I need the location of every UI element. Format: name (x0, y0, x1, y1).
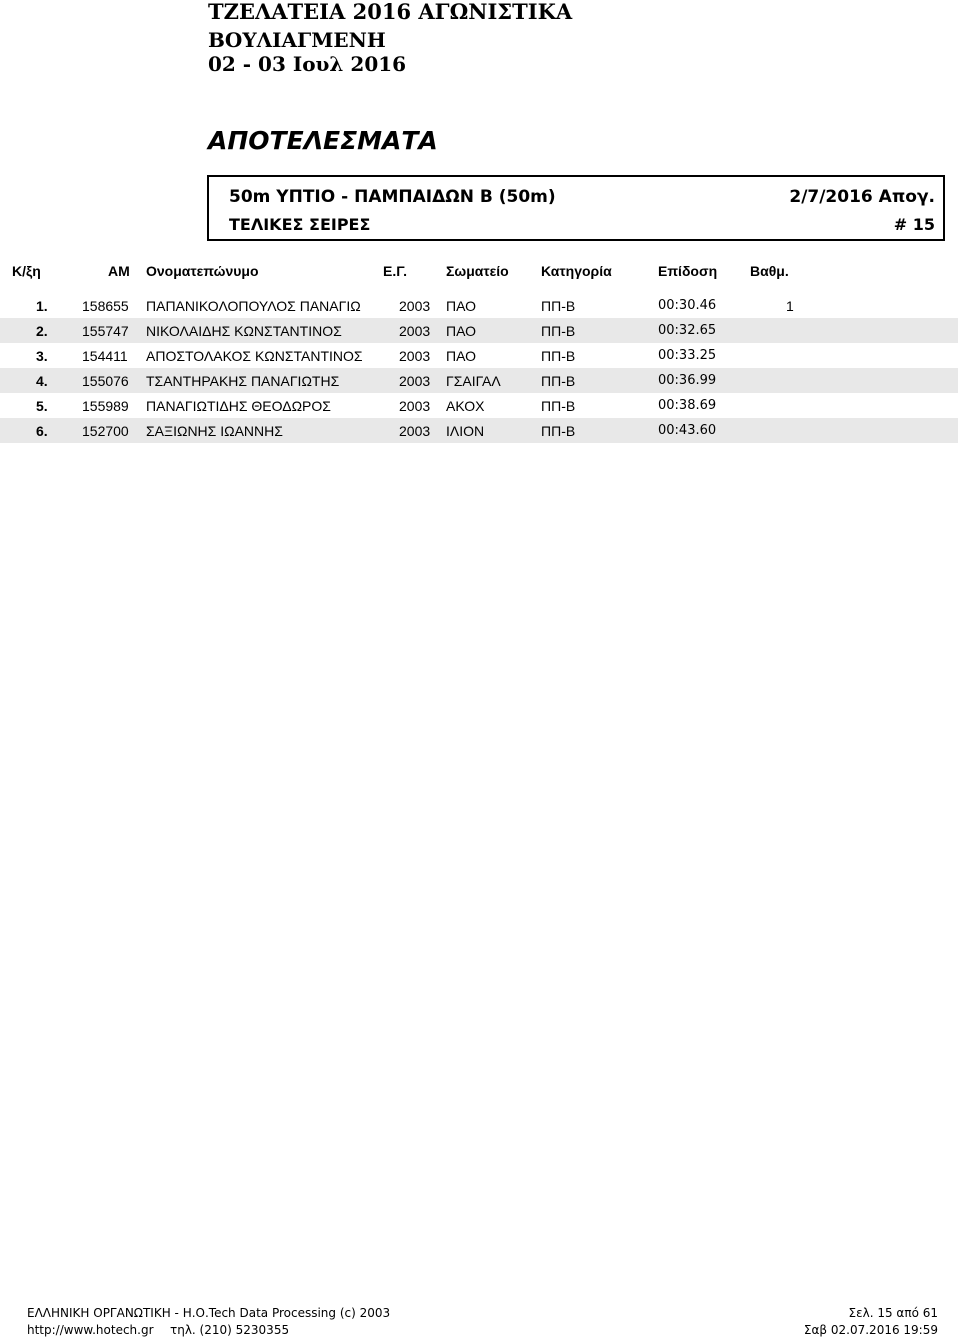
club-cell: ΠΑΟ (446, 348, 477, 364)
time-cell: 00:32.65 (658, 323, 717, 338)
yob-cell: 2003 (399, 373, 431, 389)
table-row (0, 293, 958, 318)
category-cell: ΠΠ-Β (541, 423, 576, 439)
event-number: # 15 (893, 215, 935, 234)
yob-cell: 2003 (399, 398, 431, 414)
points-cell: 1 (786, 298, 794, 314)
meet-location: ΒΟΥΛΙΑΓΜΕΝΗ (208, 28, 386, 52)
col-header-club: Σωματείο (446, 263, 509, 279)
club-cell: ΠΑΟ (446, 323, 477, 339)
meet-title: ΤΖΕΛΑΤΕΙΑ 2016 ΑΓΩΝΙΣΤΙΚΑ (208, 0, 573, 24)
am-cell: 152700 (82, 423, 129, 439)
table-row (0, 393, 958, 418)
name-cell: ΑΠΟΣΤΟΛΑΚΟΣ ΚΩΝΣΤΑΝΤΙΝΟΣ (146, 348, 363, 364)
category-cell: ΠΠ-Β (541, 348, 576, 364)
col-header-category: Κατηγορία (541, 263, 612, 279)
name-cell: ΣΑΞΙΩΝΗΣ ΙΩΑΝΝΗΣ (146, 423, 283, 439)
name-cell: ΤΣΑΝΤΗΡΑΚΗΣ ΠΑΝΑΓΙΩΤΗΣ (146, 373, 340, 389)
rank-cell: 6. (36, 423, 48, 439)
club-cell: ΙΛΙΟΝ (446, 423, 485, 439)
col-header-time: Επίδοση (658, 263, 718, 279)
name-cell: ΝΙΚΟΛΑΙΔΗΣ ΚΩΝΣΤΑΝΤΙΝΟΣ (146, 323, 342, 339)
category-cell: ΠΠ-Β (541, 323, 576, 339)
category-cell: ΠΠ-Β (541, 398, 576, 414)
results-heading: ΑΠΟΤΕΛΕΣΜΑΤΑ (208, 126, 438, 155)
table-row (0, 418, 958, 443)
club-cell: ΓΣΑΙΓΑΛ (446, 373, 501, 389)
col-header-rank: Κ/ξη (12, 263, 41, 279)
footer-company: ΕΛΛΗΝΙΚΗ ΟΡΓΑΝΩΤΙΚΗ - Η.Ο.Tech Data Processing (c) 2003 (27, 1306, 391, 1320)
meet-dates: 02 - 03 Ιουλ 2016 (208, 52, 407, 76)
event-name: 50m ΥΠΤΙΟ - ΠΑΜΠΑΙΔΩΝ Β (50m) (229, 187, 556, 207)
col-header-am: ΑΜ (108, 263, 130, 279)
category-cell: ΠΠ-Β (541, 298, 576, 314)
time-cell: 00:30.46 (658, 298, 717, 313)
col-header-yob: Ε.Γ. (383, 263, 407, 279)
club-cell: ΠΑΟ (446, 298, 477, 314)
rank-cell: 5. (36, 398, 48, 414)
am-cell: 155076 (82, 373, 129, 389)
results-table (0, 293, 958, 443)
table-row (0, 368, 958, 393)
time-cell: 00:33.25 (658, 348, 717, 363)
event-info-box (207, 175, 945, 241)
footer-phone: τηλ. (210) 5230355 (170, 1323, 290, 1337)
time-cell: 00:38.69 (658, 398, 717, 413)
event-stage: ΤΕΛΙΚΕΣ ΣΕΙΡΕΣ (229, 215, 371, 234)
time-cell: 00:43.60 (658, 423, 717, 438)
yob-cell: 2003 (399, 348, 431, 364)
am-cell: 155747 (82, 323, 129, 339)
time-cell: 00:36.99 (658, 373, 717, 388)
footer-page-number: Σελ. 15 από 61 (848, 1306, 938, 1320)
name-cell: ΠΑΠΑΝΙΚΟΛΟΠΟΥΛΟΣ ΠΑΝΑΓΙΩ (146, 298, 361, 314)
rank-cell: 1. (36, 298, 48, 314)
event-date-session: 2/7/2016 Απογ. (789, 187, 935, 207)
rank-cell: 3. (36, 348, 48, 364)
am-cell: 158655 (82, 298, 129, 314)
club-cell: ΑΚΟΧ (446, 398, 485, 414)
table-row (0, 343, 958, 368)
am-cell: 154411 (82, 348, 128, 364)
footer-url: http://www.hotech.gr (27, 1323, 154, 1337)
rank-cell: 4. (36, 373, 48, 389)
table-row (0, 318, 958, 343)
category-cell: ΠΠ-Β (541, 373, 576, 389)
col-header-points: Βαθμ. (750, 263, 789, 279)
rank-cell: 2. (36, 323, 48, 339)
footer-datetime: Σαβ 02.07.2016 19:59 (803, 1323, 938, 1337)
yob-cell: 2003 (399, 298, 431, 314)
yob-cell: 2003 (399, 323, 431, 339)
col-header-name: Ονοματεπώνυμο (146, 263, 259, 279)
yob-cell: 2003 (399, 423, 431, 439)
name-cell: ΠΑΝΑΓΙΩΤΙΔΗΣ ΘΕΟΔΩΡΟΣ (146, 398, 331, 414)
am-cell: 155989 (82, 398, 129, 414)
